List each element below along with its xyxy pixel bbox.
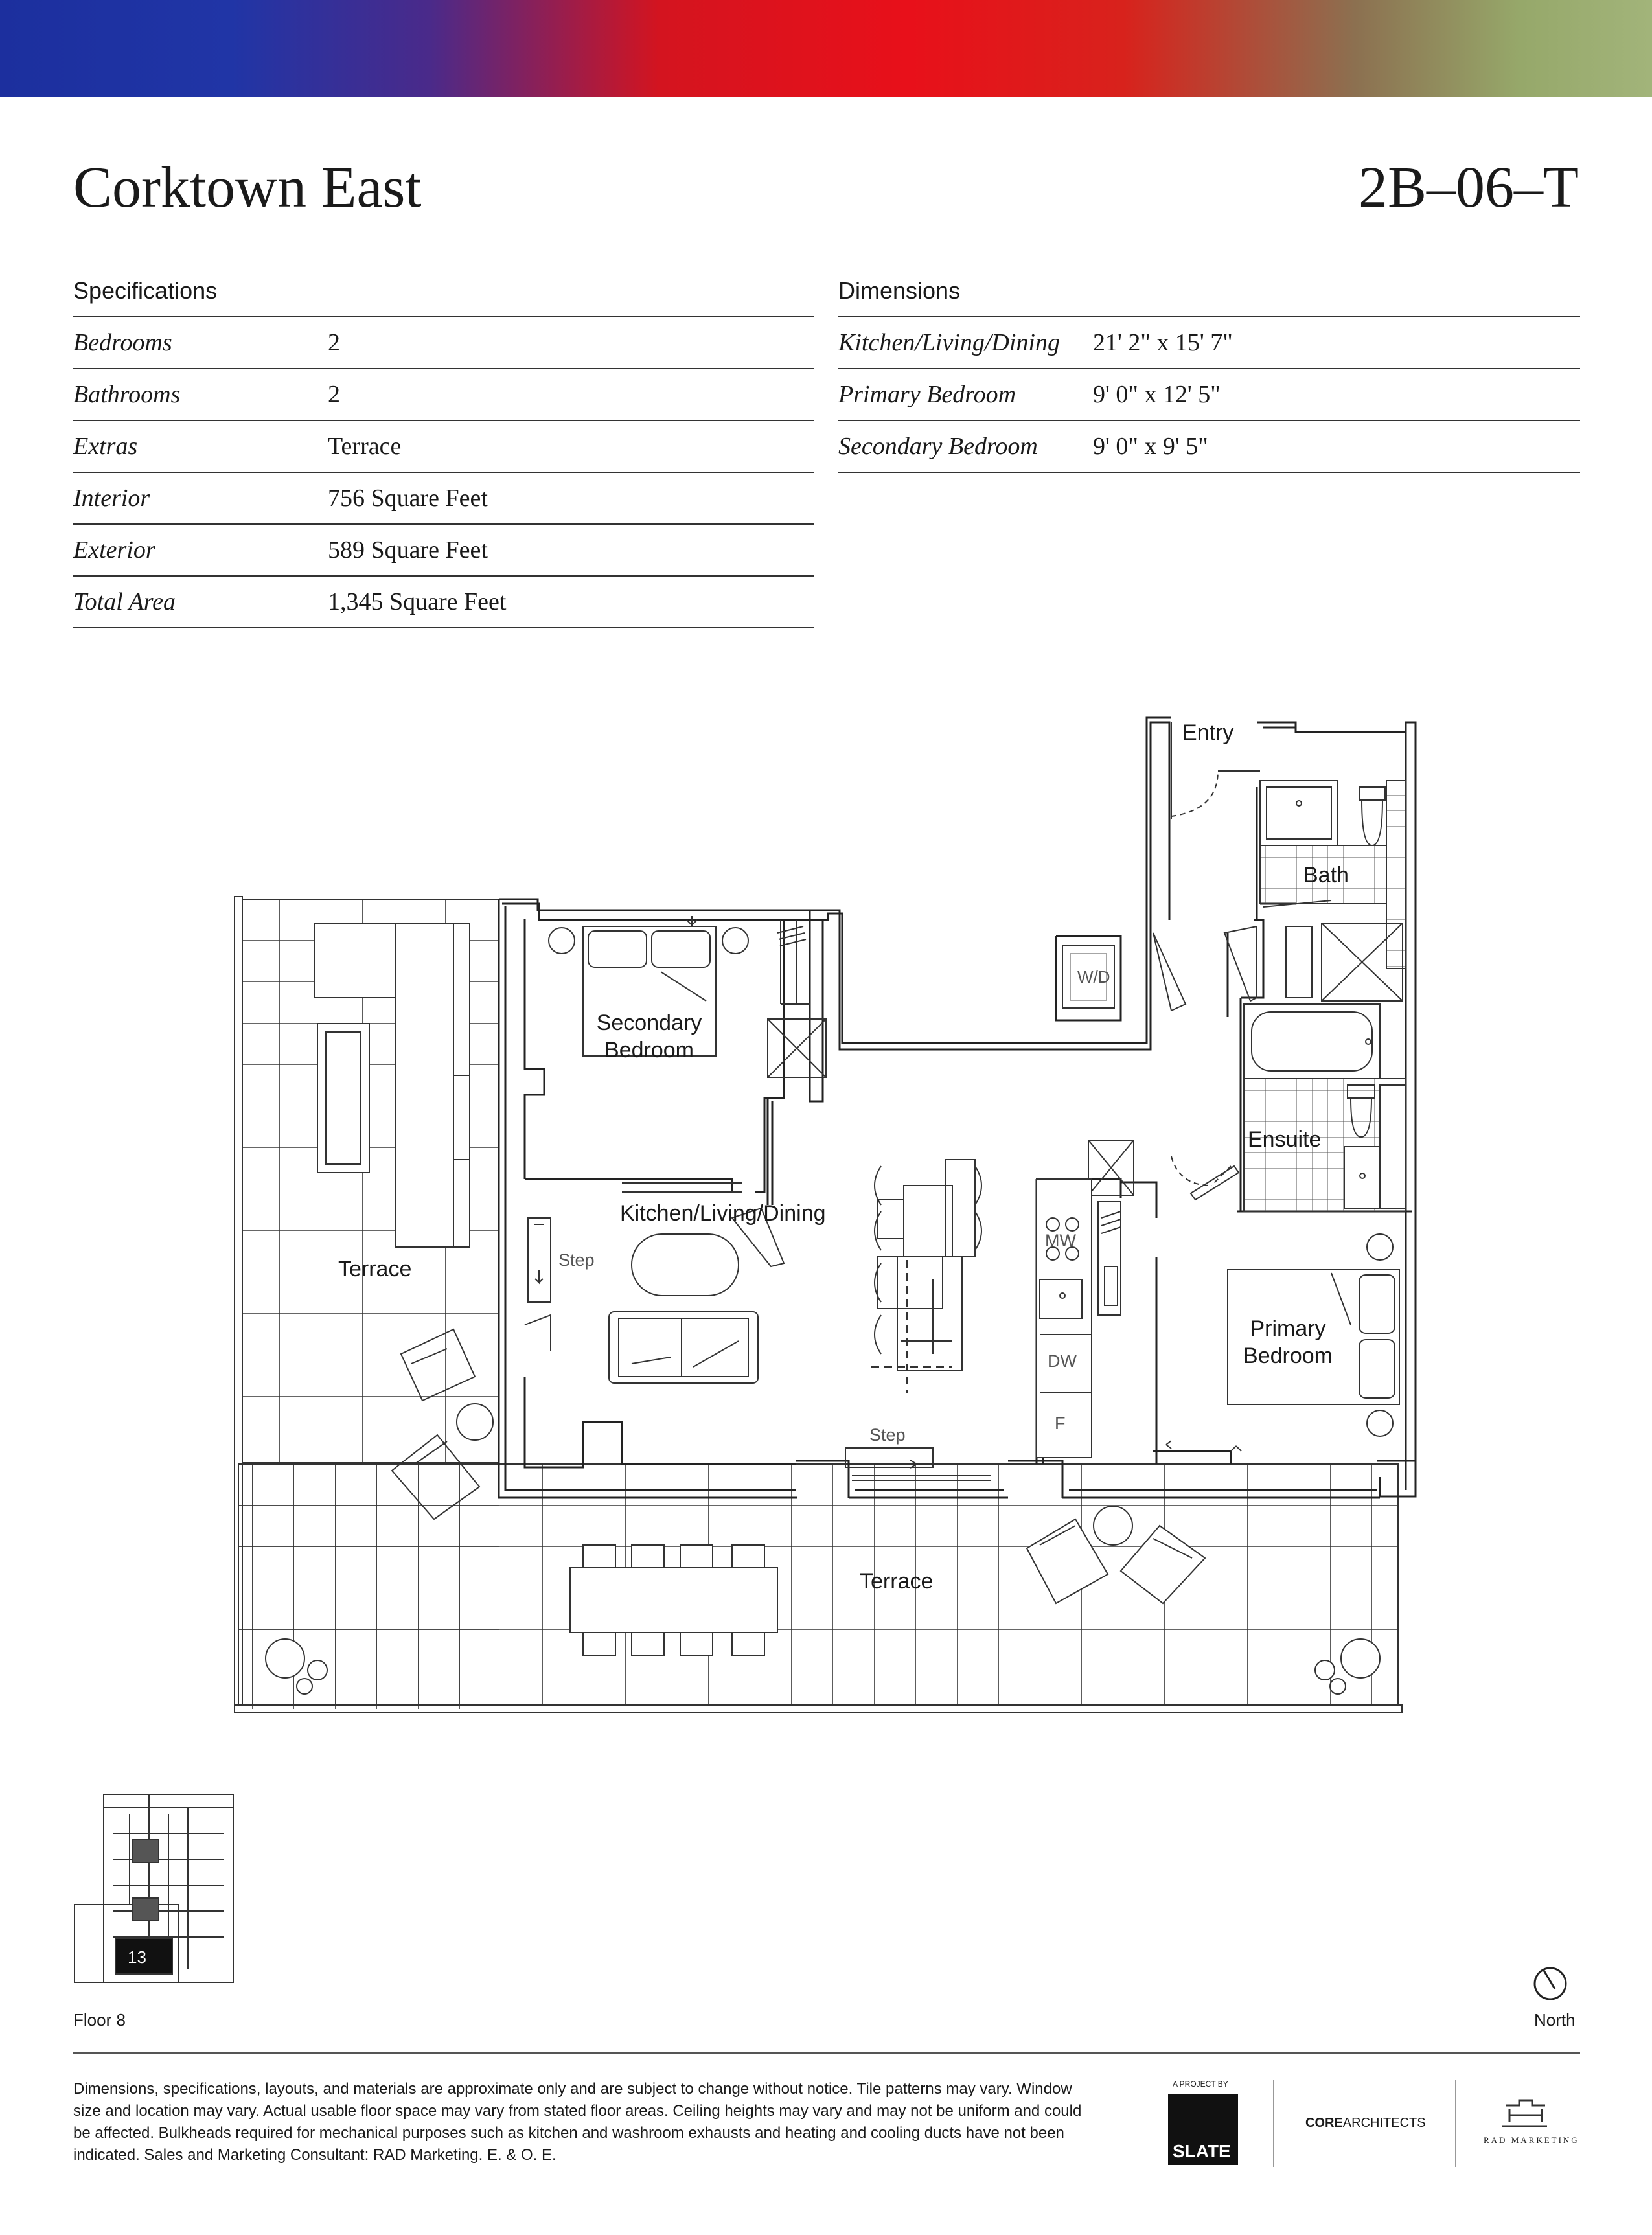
spec-label: Interior — [73, 472, 328, 524]
keyplan-unit-number: 13 — [128, 1947, 146, 1967]
rad-marketing-logo-text: RAD MARKETING — [1484, 2135, 1579, 2145]
core-architects-logo — [1305, 2116, 1426, 2131]
ensuite-fixtures — [1171, 1004, 1406, 1211]
fridge-label: F — [1055, 1414, 1066, 1433]
dimension-label: Kitchen/Living/Dining — [838, 317, 1093, 369]
spec-value: Terrace — [328, 420, 814, 472]
spec-value: 756 Square Feet — [328, 472, 814, 524]
room-label-secondary-bedroom — [584, 1009, 714, 1064]
room-label-ensuite: Ensuite — [1248, 1127, 1322, 1152]
spec-value: 1,345 Square Feet — [328, 576, 814, 628]
terrace-south-tiles — [235, 1463, 1402, 1713]
north-label: North — [1534, 2010, 1576, 2030]
room-label-bath: Bath — [1303, 863, 1349, 888]
spec-value: 589 Square Feet — [328, 524, 814, 576]
dimension-value: 9' 0" x 9' 5" — [1093, 420, 1580, 472]
step-label-south: Step — [869, 1425, 906, 1445]
dimension-value: 9' 0" x 12' 5" — [1093, 369, 1580, 420]
spec-label: Bathrooms — [73, 369, 328, 420]
dimension-value: 21' 2" x 15' 7" — [1093, 317, 1580, 369]
dimension-label: Secondary Bedroom — [838, 420, 1093, 472]
specifications-heading: Specifications — [73, 277, 218, 304]
key-plan — [75, 1794, 233, 1982]
room-label-terrace-west: Terrace — [338, 1257, 412, 1281]
floor-label: Floor 8 — [73, 2010, 126, 2030]
spec-label: Extras — [73, 420, 328, 472]
spec-label: Exterior — [73, 524, 328, 576]
project-title: Corktown East — [73, 155, 422, 220]
dimensions-heading: Dimensions — [838, 277, 961, 304]
room-label-kitchen-living-dining: Kitchen/Living/Dining — [620, 1201, 826, 1226]
wd-label: W/D — [1077, 967, 1110, 987]
core-architects-rest: ARCHITECTS — [1342, 2116, 1426, 2130]
room-label-terrace-south: Terrace — [860, 1569, 934, 1594]
spec-value: 2 — [328, 369, 814, 420]
microwave-label: MW — [1045, 1231, 1076, 1250]
dimension-label: Primary Bedroom — [838, 369, 1093, 420]
secondary-bedroom-line-2: Bedroom — [604, 1038, 694, 1062]
secondary-bedroom-line-1: Secondary — [596, 1011, 702, 1035]
core-architects-bold: CORE — [1305, 2116, 1343, 2130]
room-label-primary-bedroom — [1223, 1315, 1353, 1370]
disclaimer-text: Dimensions, specifications, layouts, and materials are approximate only and are subject to change without notice. Tile patterns may vary. Window size and location may vary. Actual usable floor space may vary from stated floor areas. Ceiling heights may vary and may not be uniform and could be affected. Bulkheads required for mechanical purposes such as kitchen and washroom exhausts and heating and cooling ducts have not been indicated. Sales and Marketing Consultant: RAD Marketing. E. & O. E. — [73, 2080, 1082, 2164]
north-arrow-icon — [1535, 1968, 1566, 1999]
unit-code: 2B–06–T — [1358, 155, 1579, 220]
slate-logo-text: SLATE — [1173, 2141, 1231, 2161]
primary-bedroom-line-1: Primary — [1250, 1316, 1326, 1341]
footer-divider — [73, 2052, 1580, 2054]
spec-label: Bedrooms — [73, 317, 328, 369]
a-project-by-label: A PROJECT BY — [1173, 2080, 1228, 2089]
step-label-west: Step — [558, 1250, 595, 1270]
spec-value: 2 — [328, 317, 814, 369]
dishwasher-label: DW — [1048, 1351, 1077, 1371]
rad-marketing-logo-icon — [1502, 2100, 1547, 2126]
room-label-entry: Entry — [1182, 720, 1234, 745]
kitchen-fixtures — [1037, 1179, 1121, 1458]
primary-bedroom-line-2: Bedroom — [1243, 1344, 1333, 1368]
bath-fixtures — [1224, 781, 1406, 1001]
spec-label: Total Area — [73, 576, 328, 628]
